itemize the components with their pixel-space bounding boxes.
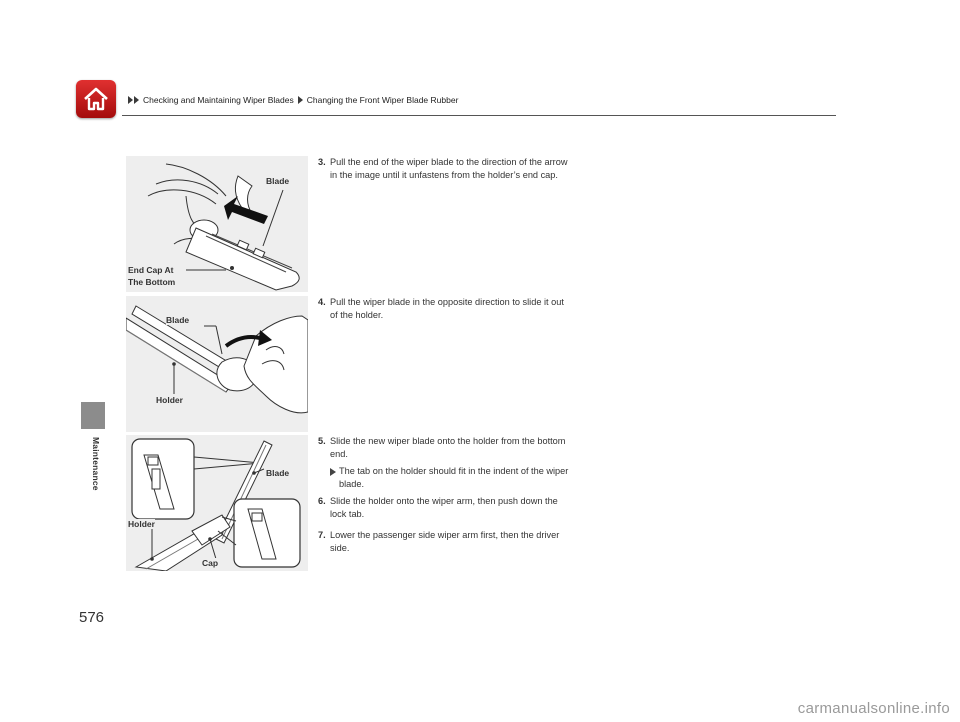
watermark: carmanualsonline.info xyxy=(797,700,950,717)
step-number: 5. xyxy=(318,436,326,446)
callout-cap: Cap xyxy=(202,558,219,568)
step-text: Slide the holder onto the wiper arm, then push down the lock tab. xyxy=(330,496,558,519)
note-text: The tab on the holder should fit in the indent of the wiper blade. xyxy=(339,466,569,489)
header-divider xyxy=(122,115,836,116)
step-4 xyxy=(318,296,568,322)
breadcrumb-link-wiper-blades[interactable]: Checking and Maintaining Wiper Blades xyxy=(143,95,294,105)
breadcrumb-current-page: Changing the Front Wiper Blade Rubber xyxy=(306,95,459,105)
step-5 xyxy=(318,435,568,461)
step-7 xyxy=(318,529,568,555)
note-arrow-icon xyxy=(330,468,336,476)
wiper-holder-illustration xyxy=(126,296,308,432)
step-3 xyxy=(318,156,568,182)
step-text: Slide the new wiper blade onto the holder from the bottom end. xyxy=(330,436,566,459)
callout-holder: Holder xyxy=(128,519,155,529)
step-number: 7. xyxy=(318,530,326,540)
page-number: 576 xyxy=(79,609,105,626)
section-label: Maintenance xyxy=(91,437,101,491)
home-button[interactable] xyxy=(76,80,116,118)
callout-holder: Holder xyxy=(156,395,183,405)
callout-blade: Blade xyxy=(266,468,290,478)
step-number: 4. xyxy=(318,297,326,307)
section-tab xyxy=(81,402,105,429)
breadcrumb-arrow-icon xyxy=(298,96,303,104)
callout-blade: Blade xyxy=(166,315,190,325)
step-text: Pull the end of the wiper blade to the direction of the arrow in the image until it unfastens from the holder’s end cap. xyxy=(330,157,568,180)
step-text: Lower the passenger side wiper arm first, then the driver side. xyxy=(330,530,560,553)
breadcrumb-arrow-icon xyxy=(128,96,139,104)
callout-end-cap: End Cap At xyxy=(128,265,174,275)
house-icon xyxy=(82,85,110,113)
step-text: Pull the wiper blade in the opposite direction to slide it out of the holder. xyxy=(330,297,564,320)
callout-blade: Blade xyxy=(266,176,290,186)
step-number: 6. xyxy=(318,496,326,506)
figure-install-new-blade xyxy=(126,435,308,571)
new-blade-install-illustration xyxy=(126,435,308,571)
figure-slide-blade-out xyxy=(126,296,308,432)
figure-remove-blade-end xyxy=(126,156,308,292)
breadcrumb xyxy=(128,95,458,105)
step-number: 3. xyxy=(318,157,326,167)
step-5-note xyxy=(330,465,570,491)
callout-end-cap-bottom: The Bottom xyxy=(128,277,176,287)
step-6 xyxy=(318,495,568,521)
